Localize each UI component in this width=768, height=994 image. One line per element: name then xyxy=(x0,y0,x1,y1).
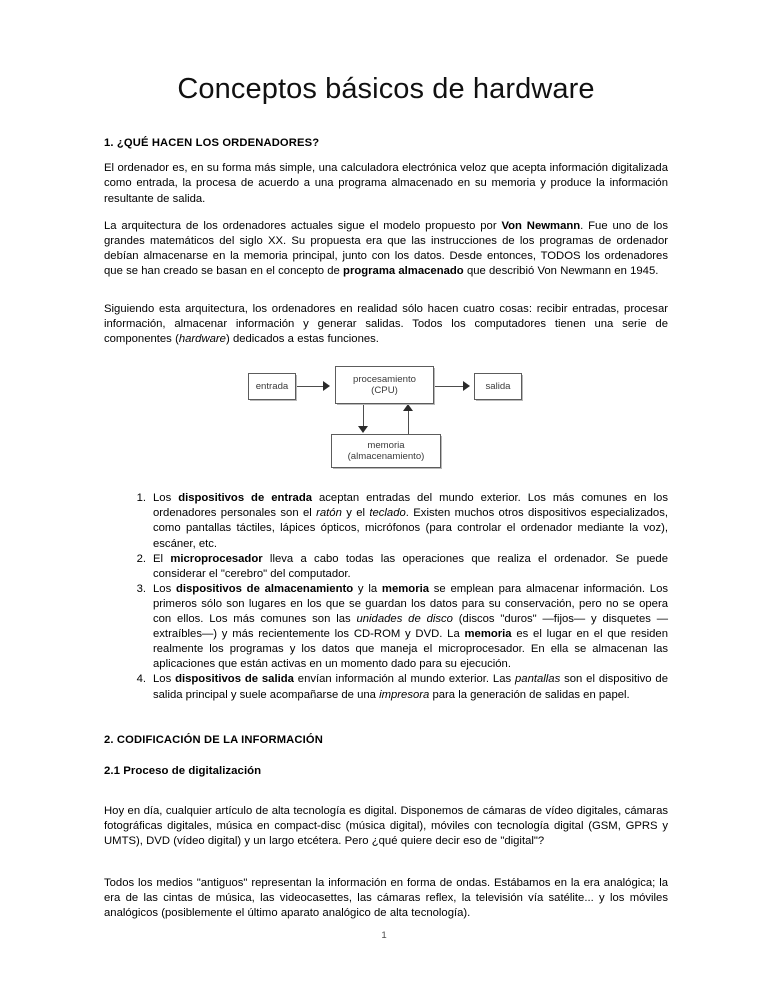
arrowhead-entrada-cpu-icon xyxy=(323,381,330,391)
connector-cpu-salida xyxy=(434,386,464,387)
term-memoria: memoria xyxy=(381,582,430,595)
page-content xyxy=(104,0,668,921)
text-run: es el lugar en el que residen realmente los programas y los datos que maneja el microprocesador. En ella se almacenan las aplicaciones que están activas en un momento dado para su ejecución. xyxy=(153,628,668,671)
page-title: Conceptos básicos de hardware xyxy=(177,73,595,105)
term-teclado: teclado xyxy=(369,507,406,520)
text-run: que describió Von Newmann en 1945. xyxy=(463,264,659,277)
term-microprocesador: microprocesador xyxy=(170,552,263,565)
arrowhead-cpu-salida-icon xyxy=(463,381,470,391)
text-run: y la xyxy=(353,582,382,595)
diagram-node-cpu-label-line1: procesamiento xyxy=(353,373,416,385)
arrowhead-memoria-cpu-icon xyxy=(403,404,413,411)
arrowhead-cpu-memoria-icon xyxy=(358,426,368,433)
text-run: aceptan entradas del mundo exterior. Los más comunes en los ordenadores personales son el xyxy=(153,492,668,520)
text-run: El xyxy=(153,552,171,565)
paragraph-2-1: Hoy en día, cualquier artículo de alta tecnología es digital. Disponemos de cámaras de vídeo digitales, cámaras fotográficas digitales, música en compact-disc (música digital), móviles con tecnología digital (GSM, GPRS y UMTS), DVD (vídeo digital) y un largo etcétera. Pero ¿qué quiere decir eso de "digital"? xyxy=(104,804,668,847)
paragraph-1-1-text: El ordenador es, en su forma más simple, una calculadora electrónica veloz que acepta información digitalizada como entrada, la procesa de acuerdo a una programa almacenado en su memoria y produce la información resultante de salida. xyxy=(104,162,668,205)
text-run: son el dispositivo de salida principal y suele acompañarse de una xyxy=(153,673,668,701)
text-run: se emplean para almacenar información. Los primeros sólo son lugares en los que se guardan los datos para su conservación, pero no se opera con ellos. Los más comunes son las xyxy=(153,582,669,626)
term-raton: ratón xyxy=(316,507,342,520)
paragraph-1-2 xyxy=(104,207,668,279)
list-item xyxy=(104,552,668,582)
text-run: Los xyxy=(153,673,176,686)
diagram-node-memoria xyxy=(331,434,441,468)
connector-cpu-memoria xyxy=(363,404,364,427)
text-run: Siguiendo esta arquitectura, los ordenadores en realidad sólo hacen cuatro cosas: recibir entradas, procesar información, almacenar información y generar salidas. Todos los computadores tienen una serie de componentes ( xyxy=(104,303,668,346)
diagram-node-memoria-label-line2: (almacenamiento) xyxy=(347,451,425,463)
text-run: Los xyxy=(153,582,176,595)
text-run: ) dedicados a estas funciones. xyxy=(225,333,379,346)
hardware-components-list xyxy=(104,478,668,702)
list-item xyxy=(104,672,668,702)
heading-subsection-2-1: 2.1 Proceso de digitalización xyxy=(104,764,262,777)
term-pantallas: pantallas xyxy=(515,673,561,686)
list-item-number: 3. xyxy=(136,582,146,595)
text-run: . Existen muchos otros dispositivos especializados, como pantallas táctiles, lápices ópticos, micrófonos (para controlar el ordenador mediante la voz), escáner, etc. xyxy=(153,507,669,550)
connector-memoria-cpu xyxy=(408,411,409,434)
text-run: lleva a cabo todas las operaciones que realiza el ordenador. Se puede considerar el "cerebro" del computador. xyxy=(153,552,668,580)
diagram-node-salida xyxy=(474,373,522,400)
text-run: Los xyxy=(153,492,179,505)
term-unidades-de-disco: unidades de disco xyxy=(356,613,453,626)
diagram-canvas xyxy=(237,360,547,472)
term-dispositivos-de-entrada: dispositivos de entrada xyxy=(178,492,313,505)
list-item-number: 4. xyxy=(136,673,146,686)
list-item-number: 2. xyxy=(136,552,146,565)
diagram-node-entrada-label: entrada xyxy=(255,381,289,393)
paragraph-1-3 xyxy=(104,279,668,347)
list-item xyxy=(104,491,668,551)
text-run: . Fue uno de los grandes matemáticos del siglo XX. Su propuesta era que las instrucciones de los programas de ordenador debían almacenarse en la memoria principal, junto con los datos. Desde entonces, TODOS los ordenadores que se han creado se basan en el concepto de xyxy=(104,219,668,277)
text-run: y el xyxy=(341,507,370,520)
heading-section-2: 2. CODIFICACIÓN DE LA INFORMACIÓN xyxy=(104,733,323,746)
diagram-node-memoria-label-line1: memoria xyxy=(367,439,405,451)
diagram-node-cpu-label-line2: (CPU) xyxy=(371,385,398,397)
text-run: La arquitectura de los ordenadores actuales sigue el modelo propuesto por xyxy=(104,219,502,232)
term-programa-almacenado: programa almacenado xyxy=(343,264,464,277)
page-number: 1 xyxy=(381,930,387,941)
diagram-node-entrada xyxy=(248,373,296,400)
diagram-node-salida-label: salida xyxy=(485,381,511,393)
list-item xyxy=(104,582,668,673)
term-dispositivos-de-salida: dispositivos de salida xyxy=(175,673,294,686)
text-run: envían información al mundo exterior. Las xyxy=(293,673,515,686)
term-impresora: impresora xyxy=(379,688,430,701)
connector-entrada-cpu xyxy=(296,386,324,387)
term-von-newmann: Von Newmann xyxy=(501,219,581,232)
text-run: (discos "duros" —fijos— y disquetes —extraíbles—) y más recientemente los CD-ROM y DVD. La xyxy=(153,613,669,641)
term-dispositivos-de-almacenamiento: dispositivos de almacenamiento xyxy=(175,582,354,595)
diagram-node-cpu xyxy=(335,366,434,404)
list-item-number: 1. xyxy=(136,492,146,505)
architecture-diagram xyxy=(104,360,668,478)
heading-section-1: 1. ¿QUÉ HACEN LOS ORDENADORES? xyxy=(104,137,320,150)
term-hardware: hardware xyxy=(178,333,226,346)
paragraph-1-1 xyxy=(104,149,668,206)
term-memoria-2: memoria xyxy=(464,628,512,641)
text-run: para la generación de salidas en papel. xyxy=(429,688,630,701)
paragraph-2-2: Todos los medios "antiguos" representan la información en forma de ondas. Estábamos en la era analógica; la era de las cintas de música, las videocasettes, las cámaras reflex, la televisión vía satélite... y los móviles analógicos (posiblemente el último aparato analógico de alta tecnología). xyxy=(104,876,668,920)
